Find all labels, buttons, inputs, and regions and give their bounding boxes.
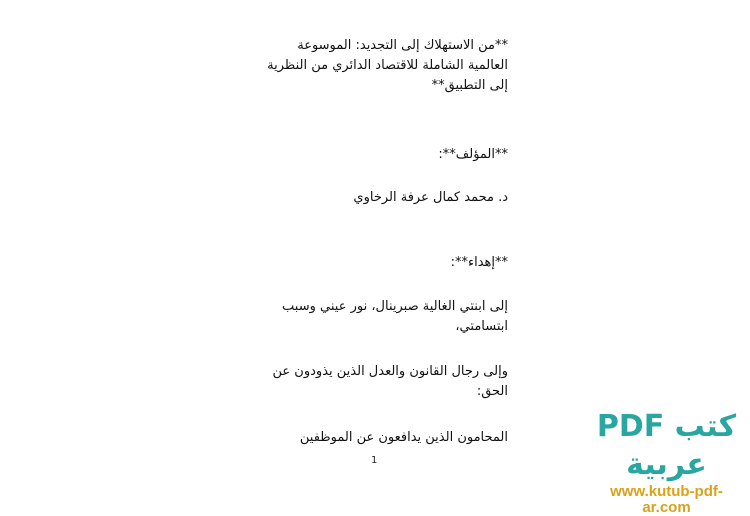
dedication-paragraph-2-line-2: الحق: bbox=[476, 384, 508, 399]
watermark-title: كتب PDF عربية bbox=[596, 409, 737, 482]
title-line-1: **من الاستهلاك إلى التجديد: الموسوعة bbox=[297, 38, 508, 53]
title-line-3: إلى التطبيق** bbox=[431, 78, 508, 93]
page-number: 1 bbox=[371, 455, 378, 466]
title-line-2: العالمية الشاملة للاقتصاد الدائري من النظرية bbox=[267, 58, 508, 73]
dedication-label: **إهداء**: bbox=[450, 255, 508, 270]
author-label: **المؤلف**: bbox=[438, 147, 508, 162]
dedication-paragraph-1-line-1: إلى ابنتي الغالية صبرينال، نور عيني وسبب bbox=[282, 299, 508, 314]
author-name: د. محمد كمال عرفة الرخاوي bbox=[353, 190, 508, 205]
watermark-url: www.kutub-pdf-ar.com bbox=[610, 483, 723, 516]
dedication-paragraph-2-line-1: وإلى رجال القانون والعدل الذين يذودون عن bbox=[272, 364, 508, 379]
document-title bbox=[267, 36, 508, 96]
dedication-paragraph-1-line-2: ابتسامتي، bbox=[455, 319, 508, 334]
dedication-paragraph-1 bbox=[282, 297, 508, 337]
dedication-paragraph-2 bbox=[273, 362, 508, 402]
dedication-paragraph-3: المحامون الذين يدافعون عن الموظفين bbox=[299, 430, 508, 445]
site-watermark bbox=[589, 408, 744, 516]
